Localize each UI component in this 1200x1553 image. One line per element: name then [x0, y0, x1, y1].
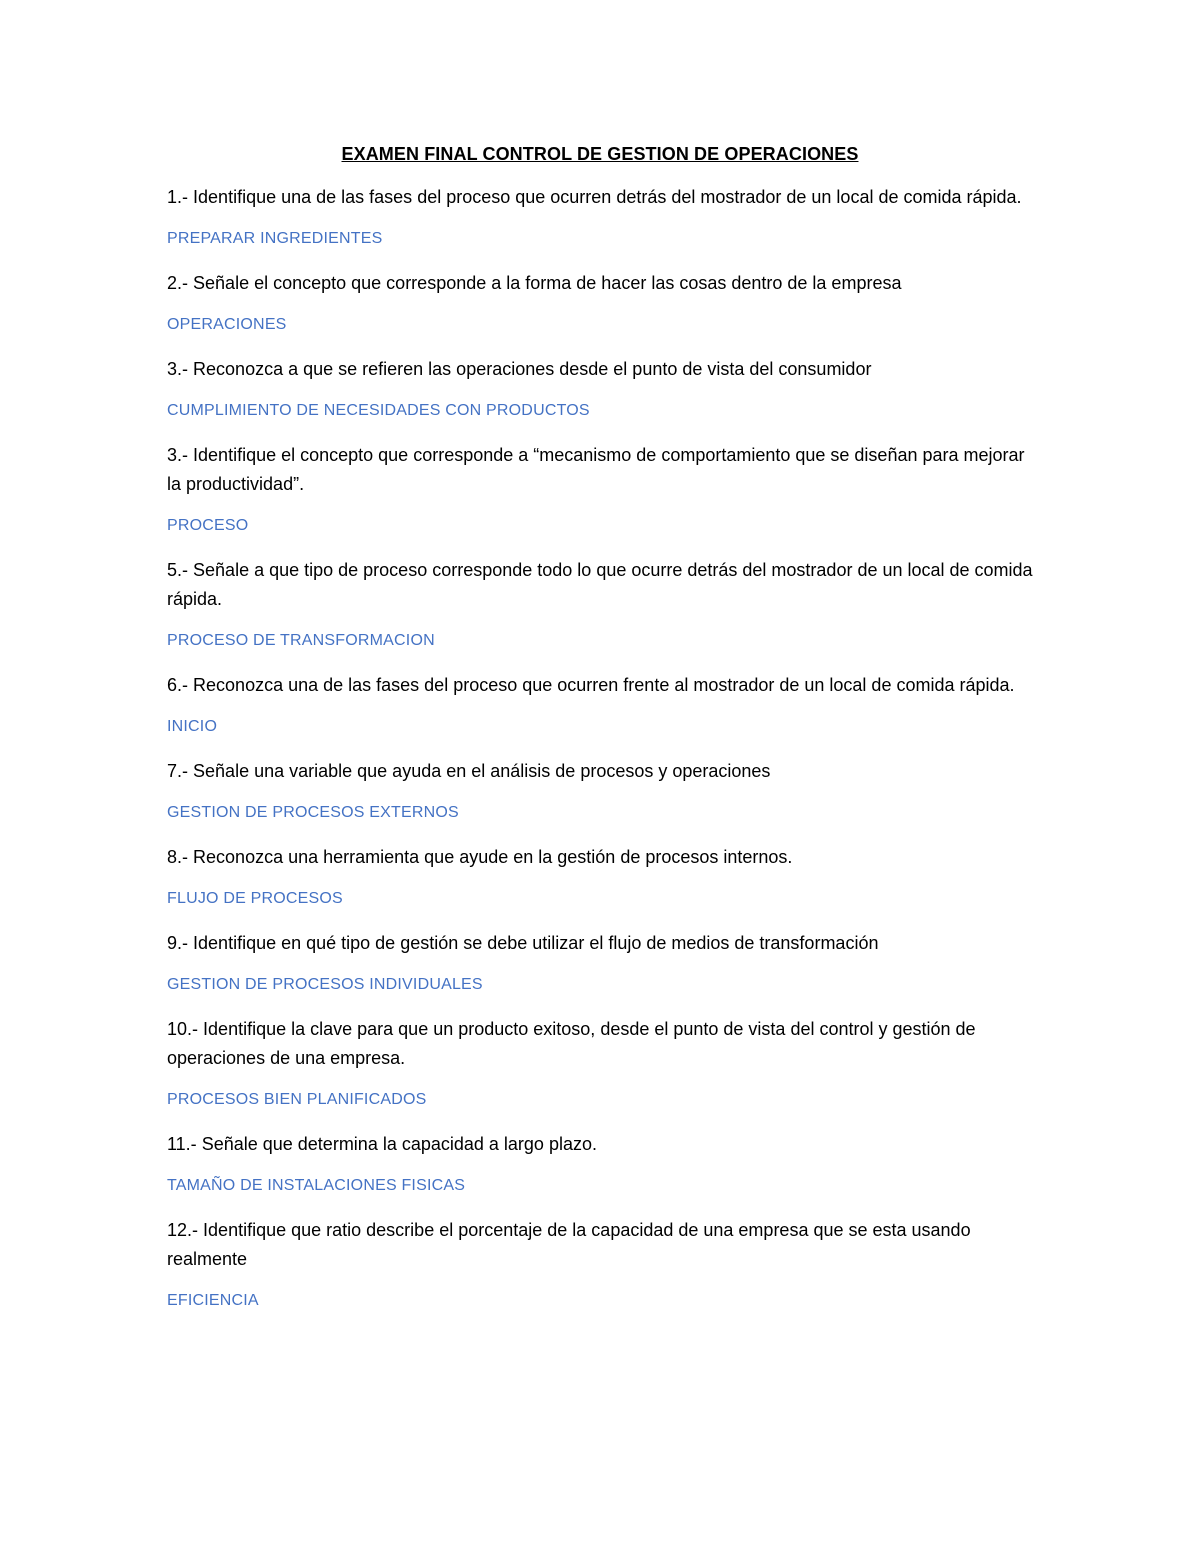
question-item: [167, 1130, 1037, 1199]
question-list: [167, 183, 1037, 1331]
question-item: [167, 355, 1037, 424]
question-number: 1.-: [167, 187, 189, 207]
question-body: Identifique la clave para que un producto exitoso, desde el punto de vista del control y gestión de operaciones de una empresa.: [167, 1019, 976, 1068]
question-number: 7.-: [167, 761, 189, 781]
question-body: Reconozca a que se refieren las operaciones desde el punto de vista del consumidor: [193, 359, 872, 379]
question-text: [167, 269, 1037, 298]
question-text: [167, 757, 1037, 786]
question-body: Señale una variable que ayuda en el análisis de procesos y operaciones: [193, 761, 771, 781]
question-number: 12.-: [167, 1220, 199, 1240]
question-text: [167, 843, 1037, 872]
question-number: 11.-: [167, 1134, 197, 1154]
question-text: [167, 671, 1037, 700]
answer-text: GESTION DE PROCESOS EXTERNOS: [167, 804, 459, 821]
question-item: [167, 1015, 1037, 1113]
question-number: 3.-: [167, 359, 189, 379]
question-item: [167, 1216, 1037, 1314]
answer-text: PROCESOS BIEN PLANIFICADOS: [167, 1091, 427, 1108]
question-body: Identifique el concepto que corresponde a “mecanismo de comportamiento que se diseñan para mejorar la productividad”.: [167, 445, 1025, 494]
question-text: [167, 1130, 1037, 1159]
question-number: 8.-: [167, 847, 189, 867]
question-body: Identifique una de las fases del proceso que ocurren detrás del mostrador de un local de comida rápida.: [193, 187, 1022, 207]
document-title: EXAMEN FINAL CONTROL DE GESTION DE OPERACIONES: [341, 144, 859, 164]
question-body: Identifique que ratio describe el porcentaje de la capacidad de una empresa que se esta usando realmente: [167, 1220, 971, 1269]
question-item: [167, 183, 1037, 252]
answer-text: FLUJO DE PROCESOS: [167, 890, 343, 907]
question-number: 2.-: [167, 273, 189, 293]
question-text: [167, 556, 1037, 614]
question-number: 5.-: [167, 560, 189, 580]
question-item: [167, 757, 1037, 826]
answer-text: INICIO: [167, 718, 218, 735]
question-body: Señale a que tipo de proceso corresponde todo lo que ocurre detrás del mostrador de un local de comida rápida.: [167, 560, 1033, 609]
question-body: Señale que determina la capacidad a largo plazo.: [201, 1134, 597, 1154]
question-item: [167, 671, 1037, 740]
answer-text: CUMPLIMIENTO DE NECESIDADES CON PRODUCTOS: [167, 402, 590, 419]
answer-text: OPERACIONES: [167, 316, 287, 333]
question-item: [167, 929, 1037, 998]
question-body: Reconozca una herramienta que ayude en la gestión de procesos internos.: [193, 847, 793, 867]
question-item: [167, 441, 1037, 539]
answer-text: TAMAÑO DE INSTALACIONES FISICAS: [167, 1177, 466, 1194]
question-number: 9.-: [167, 933, 189, 953]
question-body: Reconozca una de las fases del proceso que ocurren frente al mostrador de un local de comida rápida.: [193, 675, 1015, 695]
question-text: [167, 355, 1037, 384]
question-text: [167, 1216, 1037, 1274]
question-text: [167, 929, 1037, 958]
question-number: 3.-: [167, 445, 189, 465]
question-body: Identifique en qué tipo de gestión se debe utilizar el flujo de medios de transformación: [193, 933, 879, 953]
question-body: Señale el concepto que corresponde a la forma de hacer las cosas dentro de la empresa: [193, 273, 902, 293]
question-text: [167, 183, 1037, 212]
question-item: [167, 269, 1037, 338]
question-item: [167, 556, 1037, 654]
question-number: 6.-: [167, 675, 189, 695]
answer-text: PREPARAR INGREDIENTES: [167, 230, 383, 247]
answer-text: GESTION DE PROCESOS INDIVIDUALES: [167, 976, 483, 993]
question-text: [167, 441, 1037, 499]
answer-text: PROCESO: [167, 517, 249, 534]
answer-text: PROCESO DE TRANSFORMACION: [167, 632, 435, 649]
question-text: [167, 1015, 1037, 1073]
question-number: 10.-: [167, 1019, 199, 1039]
answer-text: EFICIENCIA: [167, 1292, 259, 1309]
question-item: [167, 843, 1037, 912]
